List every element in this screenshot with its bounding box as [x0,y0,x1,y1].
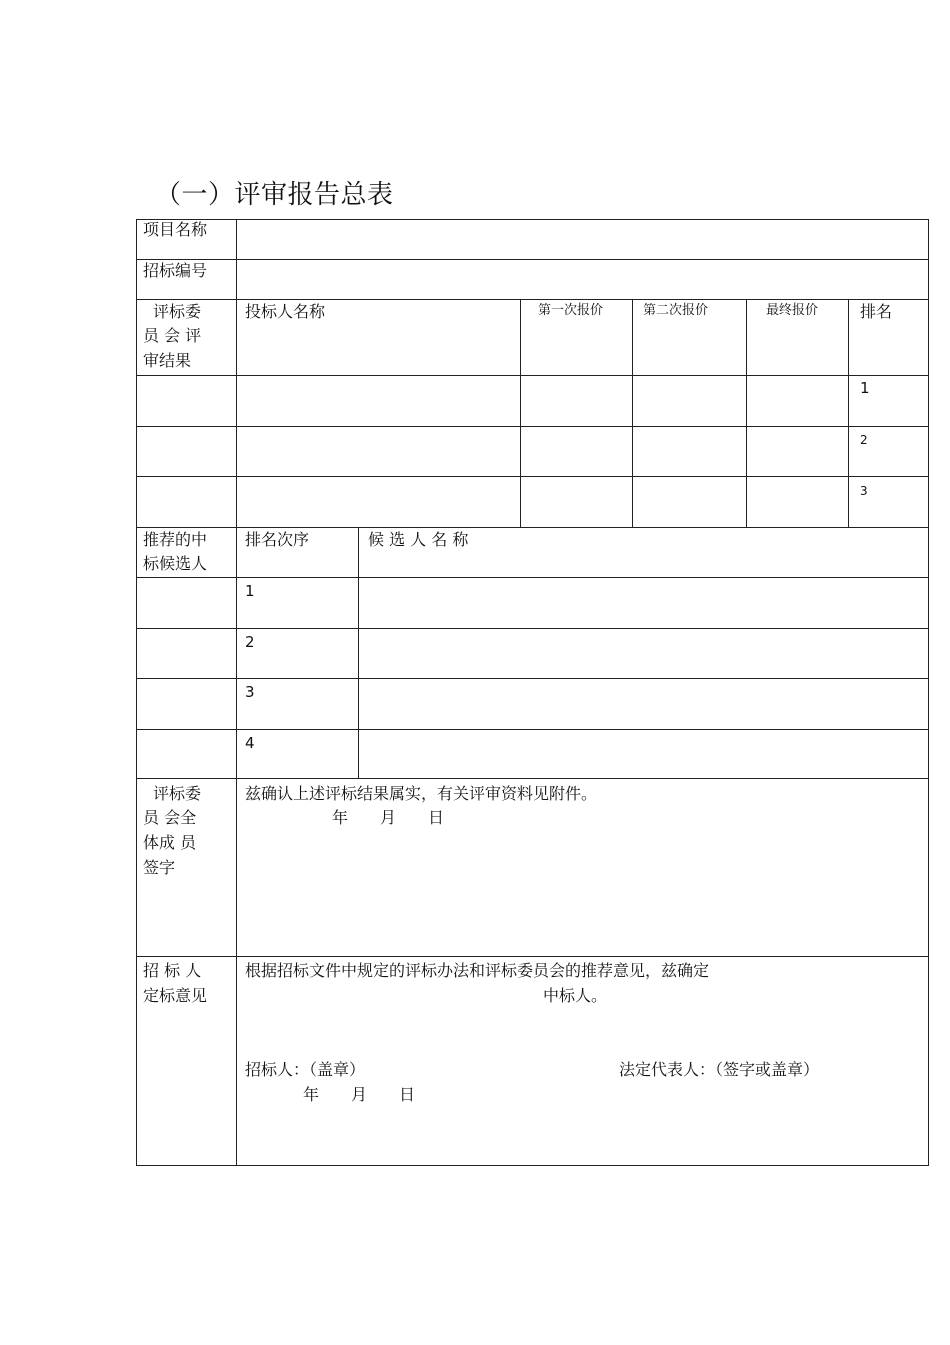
winning-bidder-text: 中标人。 [543,986,608,1005]
candidate-order: 2 [245,633,255,651]
table-divider [632,299,633,527]
table-divider [136,729,929,730]
signature-label-line: 签字 [143,858,176,877]
signature-label-line: 体成 员 [143,833,197,852]
project-name-field[interactable] [238,221,928,258]
page-title: （一）评审报告总表 [155,180,394,210]
table-divider [236,219,237,1166]
table-divider [520,299,521,527]
table-divider [136,476,929,477]
rank-number: 1 [860,379,870,397]
table-divider [136,678,929,679]
rank-number: 3 [860,484,868,498]
tenderer-label-line: 招 标 人 [143,961,202,980]
rank-order-header: 排名次序 [245,530,310,549]
second-quote-header: 第二次报价 [643,303,709,318]
rank-number: 2 [860,433,868,447]
signature-confirmation-text: 兹确认上述评标结果属实，有关评审资料见附件。 [245,784,598,803]
table-divider [136,778,929,779]
committee-result-label-line: 员 会 评 [143,326,202,345]
rank-header: 排名 [860,302,893,321]
table-divider [848,299,849,527]
signature-date: 年 月 日 [332,808,445,827]
first-quote-header: 第一次报价 [538,303,604,318]
candidate-order: 1 [245,582,255,600]
signature-label-line: 员 会全 [143,808,197,827]
legal-representative-signature: 法定代表人：（签字或盖章） [619,1060,820,1079]
project-name-label: 项目名称 [143,220,208,239]
table-divider [136,375,929,376]
bid-number-field[interactable] [238,261,928,298]
bidder-name-header: 投标人名称 [245,302,326,321]
table-divider [136,956,929,957]
committee-result-label-line: 评标委 [153,302,202,321]
final-quote-header: 最终报价 [766,303,819,318]
table-divider [136,628,929,629]
table-divider [136,426,929,427]
table-divider [358,527,359,778]
tenderer-label-line: 定标意见 [143,986,208,1005]
candidates-label-line: 标候选人 [143,554,208,573]
candidate-order: 3 [245,683,255,701]
table-divider [746,299,747,527]
bid-number-label: 招标编号 [143,261,208,280]
candidate-order: 4 [245,734,255,752]
tenderer-opinion-text: 根据招标文件中规定的评标办法和评标委员会的推荐意见，兹确定 [245,961,710,980]
table-divider [136,259,929,260]
committee-result-label-line: 审结果 [143,351,192,370]
tenderer-date: 年 月 日 [303,1085,416,1104]
signature-label-line: 评标委 [153,784,202,803]
candidate-name-header: 候 选 人 名 称 [368,530,469,549]
table-divider [136,577,929,578]
tenderer-seal: 招标人：（盖章） [245,1060,366,1079]
candidates-label-line: 推荐的中 [143,530,208,549]
report-table [136,219,929,1166]
